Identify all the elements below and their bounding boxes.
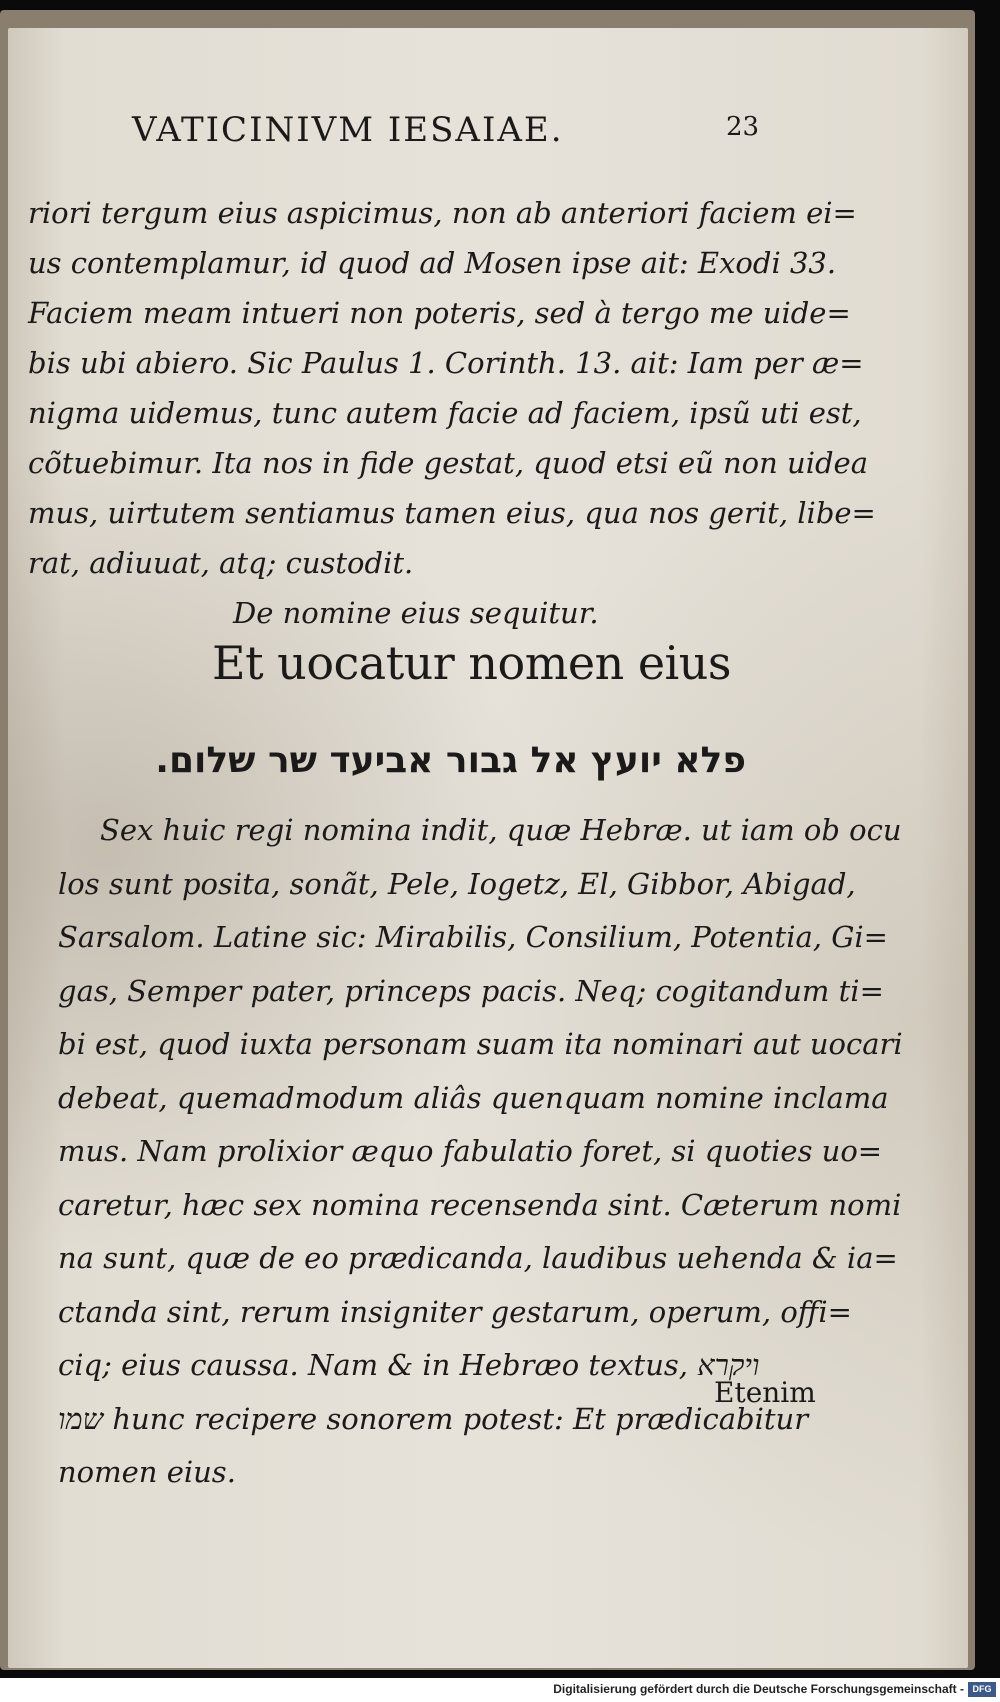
text-line: mus, uirtutem sentiamus tamen eius, qua nos gerit, libe= [28,496,876,530]
text-line: nigma uidemus, tunc autem facie ad faciem, ipsũ uti est, [28,396,862,430]
funding-credit: Digitalisierung gefördert durch die Deutsche Forschungsgemeinschaft - [553,1682,964,1696]
text-line: mus. Nam prolixior æquo fabulatio foret, si quoties uo= [58,1134,883,1168]
section-heading: Et uocatur nomen eius [212,636,731,690]
text-block-bottom [58,804,903,1500]
text-line: gas, Semper pater, princeps pacis. Neq; cogitandum ti= [58,973,884,1008]
text-line: debeat, quemadmodum aliâs quenquam nomine inclama [58,1080,889,1115]
text-line: Sex huic regi nomina indit, quæ Hebræ. ut iam ob ocu [100,813,902,847]
text-line: ciq; eius caussa. Nam & in Hebræo textus, ויקרא [58,1348,760,1382]
text-line: bis ubi abiero. Sic Paulus 1. Corinth. 13. ait: Iam per æ= [28,346,864,380]
subheading: De nomine eius sequitur. [233,596,599,630]
text-line: na sunt, quæ de eo prædicanda, laudibus uehenda & ia= [58,1241,898,1275]
text-line: Sarsalom. Latine sic: Mirabilis, Consilium, Potentia, Gi= [58,920,888,954]
text-line: nomen eius. [58,1455,236,1489]
text-line: los sunt posita, sonãt, Pele, Iogetz, El, Gibbor, Abigad, [58,866,856,901]
text-line: ctanda sint, rerum insigniter gestarum, operum, offi= [58,1294,852,1329]
running-head: VATICINIVM IESAIAE. [132,110,564,150]
text-line: Faciem meam intueri non poteris, sed à tergo me uide= [28,296,851,330]
text-line: caretur, hæc sex nomina recensenda sint. Cæterum nomi [58,1187,902,1222]
catchword: Etenim [714,1376,816,1409]
text-line: us contemplamur, id quod ad Mosen ipse ait: Exodi 33. [28,246,837,280]
hebrew-line: פלא יועץ אל גבור אביעד שר שלום. [155,740,746,781]
footer-bar [0,1678,1000,1702]
text-line: riori tergum eius aspicimus, non ab anteriori faciem ei= [28,196,857,230]
book-page [8,28,968,1668]
text-block-top [28,188,876,638]
dfg-logo: DFG [968,1682,996,1697]
text-line: שמו hunc recipere sonorem potest: Et prædicabitur [58,1401,809,1436]
text-line: bi est, quod iuxta personam suam ita nominari aut uocari [58,1027,903,1061]
text-line: cõtuebimur. Ita nos in fide gestat, quod etsi eũ non uidea [28,446,869,480]
text-line: rat, adiuuat, atq; custodit. [28,546,414,580]
page-number: 23 [726,112,760,142]
